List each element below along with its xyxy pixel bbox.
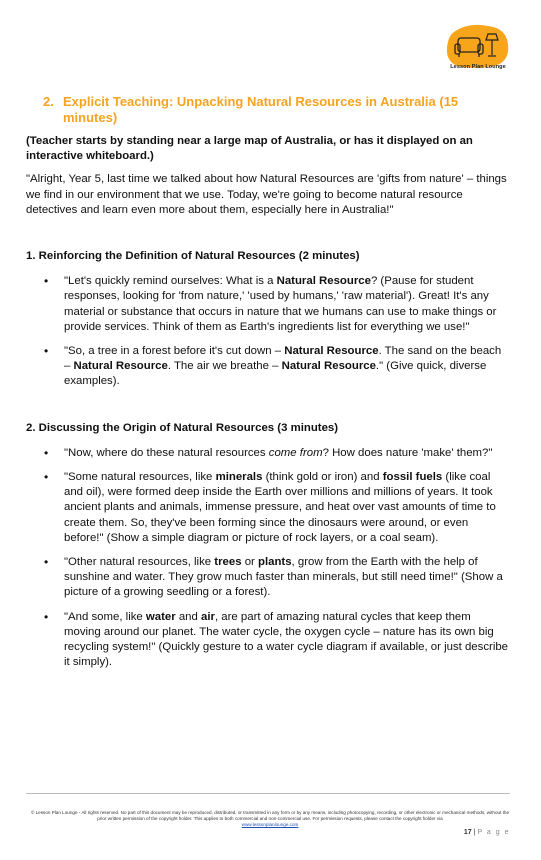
section-heading xyxy=(26,94,510,126)
intro-paragraph: "Alright, Year 5, last time we talked about how Natural Resources are 'gifts from nature' – things we find in our environment that we use. Today, we're going to become natural resource detectives and learn even more about them, especially here in Australia!" xyxy=(26,173,507,216)
section-title: Explicit Teaching: Unpacking Natural Resources in Australia (15 minutes) xyxy=(63,94,459,125)
list-item: • "Some natural resources, like minerals (think gold or iron) and fossil fuels (like coal and oil), were formed deep inside the Earth over millions and millions of years. It took ancient plants and animals, immense pressure, and heat over vast amounts of time to create them. So, they've been forming since the dinosaurs were around, or even before!" (Show a simple diagram or picture of rock layers, or a coal seam). xyxy=(26,470,510,546)
list-item: • "So, a tree in a forest before it's cut down – Natural Resource. The sand on the beach – Natural Resource. The air we breathe – Natural Resource." (Give quick, diverse examples). xyxy=(26,344,510,390)
part1-heading: 1. Reinforcing the Definition of Natural Resources (2 minutes) xyxy=(26,250,360,263)
website-link[interactable]: www.lessonplanlounge.com xyxy=(241,822,299,828)
part1-list xyxy=(26,274,510,389)
footer-divider xyxy=(26,793,510,794)
part2-list xyxy=(26,446,510,671)
list-item: • "Now, where do these natural resources come from? How does nature 'make' them?" xyxy=(26,446,510,461)
section-number: 2. xyxy=(43,94,54,109)
document-body xyxy=(26,94,510,679)
copyright-text: © Lesson Plan Lounge - All rights reserved. No part of this document may be reproduced, distributed, or transmitted in any form or by any means, including photocopying, recording, or other electronic or mechanical methods, without the prior written permission of the copyright holder. This applies to both commercial and non-commercial use. For permission requests, please contact the copyright holder via xyxy=(30,810,510,822)
page-number: 17 | P a g e xyxy=(463,829,510,836)
copyright-footer xyxy=(30,810,510,829)
list-item: • "And some, like water and air, are part of amazing natural cycles that keep them moving around our planet. The water cycle, the oxygen cycle – nature has its own big recycling system!" (Quickly gesture to a water cycle diagram if available, or just describe it simply). xyxy=(26,610,510,671)
logo-text: Lesson Plan Lounge xyxy=(450,64,506,70)
stage-direction: (Teacher starts by standing near a large map of Australia, or has it displayed on an interactive whiteboard.) xyxy=(26,135,473,163)
list-item: • "Let's quickly remind ourselves: What is a Natural Resource? (Pause for student responses, looking for 'from nature,' 'used by humans,' 'raw material'). Great! It's any material or substance that occurs in nature that we humans can use to make things or provide services. Think of them as Earth's ingredients list for everything we use!" xyxy=(26,274,510,335)
part2-heading: 2. Discussing the Origin of Natural Resources (3 minutes) xyxy=(26,421,339,434)
list-item: • "Other natural resources, like trees or plants, grow from the Earth with the help of sunshine and water. They grow much faster than minerals, but still need time!" (Show a picture of a growing seedling or a forest). xyxy=(26,555,510,601)
